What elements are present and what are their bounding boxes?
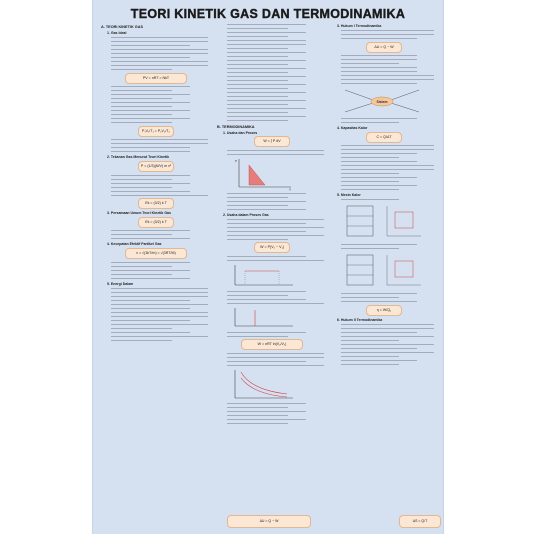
formula-box: Ek = (3/2) k T [138,217,174,228]
text-line [227,222,306,225]
text-line [227,298,306,301]
text-line [111,335,208,338]
system-label: Sistem [376,99,388,104]
text-line [111,319,190,322]
text-line [111,315,208,318]
text-line [227,75,306,78]
text-line [227,67,306,70]
text-line [341,168,434,171]
text-line [227,106,306,109]
text-line [341,58,417,61]
text-line [227,79,288,82]
text-line [111,299,190,302]
text-line [111,109,190,112]
text-line [341,117,417,120]
text-line [111,189,190,192]
text-line [227,55,288,58]
cycle-loop [395,261,413,277]
text-line [341,354,399,357]
text-line [111,68,172,71]
text-line [341,358,417,361]
text-line [341,74,434,77]
text-line [341,292,417,295]
system-diagram [337,86,427,116]
text-line [111,233,172,236]
text-line [227,31,306,34]
text-line [227,364,324,367]
text-line [227,259,324,262]
text-line [341,172,399,175]
text-line [341,188,399,191]
text-line [341,300,417,303]
text-line [227,410,306,413]
text-line [111,291,208,294]
pv-graph-3 [231,306,301,330]
text-line [227,290,306,293]
formula-box: P₁V₁/T₁ = P₂V₂/T₂ [138,126,174,137]
text-line [111,327,172,330]
engine-diagram-2 [337,251,427,291]
text-line [227,118,288,121]
text-line [341,347,417,350]
text-line [111,323,208,326]
engine-block [347,255,373,285]
sub-2-heading: 2. Tekanan Gas Menurut Teori Kinetik [107,155,170,160]
text-line [111,60,208,63]
text-line [227,153,324,156]
text-line [341,339,399,342]
arrow-line [391,90,419,100]
text-line [227,27,288,30]
text-line [341,54,417,57]
text-line [111,85,190,88]
text-line [111,237,190,240]
text-line [227,218,324,221]
text-line [227,255,306,258]
text-line [111,40,208,43]
text-line [227,99,306,102]
section-a-heading: A. TEORI KINETIK GAS [101,25,143,29]
text-line [341,78,434,81]
text-line [111,185,172,188]
text-line [227,226,324,229]
text-line [227,406,288,409]
text-line [341,33,434,36]
text-line [227,59,306,62]
text-line [341,243,417,246]
text-line [227,230,306,233]
text-line [341,296,399,299]
sub-5-heading: 5. Mesin Kalor [337,193,361,198]
text-line [111,272,172,275]
text-line [341,331,417,334]
text-line [227,35,288,38]
formula-box: P = (1/3)(N/V) m v² [138,161,174,172]
text-line [227,51,306,54]
text-line [227,414,288,417]
text-line [227,234,324,237]
adiabat-curve [241,378,287,397]
v-axis-label: V [289,187,292,191]
text-line [341,152,417,155]
text-line [227,43,306,46]
isotherm-curve [241,372,287,394]
text-line [227,294,288,297]
pv-graph-1 [235,157,295,191]
text-line [341,156,399,159]
formula-box: C = Q/ΔT [366,132,402,143]
text-line [111,295,208,298]
sub-5-heading: 5. Energi Dalam [107,281,134,286]
engine-diagram-1 [337,202,427,242]
sub-3-heading: 3. Hukum I Termodinamika [337,24,382,28]
text-line [111,121,172,124]
text-line [111,260,190,263]
text-line [227,39,306,42]
arrow-line [391,103,419,112]
text-line [111,229,190,232]
text-line [341,148,434,151]
text-line [111,56,190,59]
text-line [227,87,288,90]
text-line [111,101,190,104]
text-line [227,422,288,425]
text-line [227,356,324,359]
text-line [341,335,434,338]
column-2 [217,22,327,426]
formula-box: W = nRT ln(V₂/V₁) [241,339,303,350]
text-line [111,311,208,314]
text-line [341,350,434,353]
formula-box: η = W/Q₁ [366,305,402,316]
text-line [111,89,172,92]
text-line [227,402,306,405]
text-line [227,418,306,421]
text-line [227,102,288,105]
text-line [111,287,208,290]
text-line [341,323,434,326]
text-line [341,121,399,124]
text-line [111,142,208,145]
engine-block [347,206,373,236]
text-line [227,196,288,199]
text-line [341,160,417,163]
text-line [341,343,434,346]
sub-4-heading: 4. Kapasitas Kalor [337,126,368,131]
text-line [111,44,190,47]
text-line [111,146,190,149]
text-line [111,264,172,267]
text-line [111,276,190,279]
sub-2-heading: 2. Usaha dalam Proses Gas [223,212,269,217]
text-line [111,97,172,100]
text-line [111,64,208,67]
pv-graph-2 [231,263,301,289]
formula-box: PV = nRT = NkT [125,73,187,84]
text-line [111,105,172,108]
formula-box: W = P(V₂ − V₁) [254,242,290,253]
arrow-line [345,90,373,100]
text-line [227,204,288,207]
text-line [227,208,306,211]
text-line [227,330,306,333]
text-line [227,114,306,117]
text-line [341,37,417,40]
poster [93,0,443,534]
text-line [341,180,399,183]
text-line [341,82,417,85]
text-line [111,182,190,185]
text-line [227,149,324,152]
text-line [341,327,434,330]
text-line [111,339,172,342]
text-line [227,91,306,94]
text-line [227,192,306,195]
section-b-heading: B. TERMODINAMIKA [217,124,255,129]
text-line [341,144,434,147]
text-line [341,176,417,179]
text-line [227,302,324,305]
text-line [111,268,190,271]
text-line [227,95,288,98]
text-line [111,307,190,310]
text-line [111,303,208,306]
text-line [341,29,434,32]
text-line [111,117,190,120]
text-line [111,138,208,141]
text-line [111,52,208,55]
footer-formula-right: ΔS = Q/T [399,515,441,528]
text-line [111,150,190,153]
work-area [249,165,265,185]
text-line [227,352,324,355]
text-line [111,93,190,96]
text-line [227,200,306,203]
text-line [227,47,288,50]
text-line [341,198,399,201]
formula-box: v = √(3kT/m) = √(3RT/M) [125,248,187,259]
formula-box: ΔU = Q − W [366,42,402,53]
column-1 [101,22,211,342]
text-line [111,331,190,334]
p-axis-label: P [235,158,238,163]
sub-6-heading: 6. Hukum II Termodinamika [337,317,383,322]
text-line [227,71,288,74]
text-line [111,48,208,51]
cycle-loop [395,212,413,228]
text-line [227,23,306,26]
text-line [111,178,172,181]
arrow-line [345,103,373,112]
text-line [227,360,306,363]
text-line [341,66,417,69]
formula-box: Ek = (3/2) k T [138,198,174,209]
formula-box: W = ∫ P dV [254,136,290,147]
text-line [341,70,417,73]
text-line [341,184,417,187]
text-line [111,193,208,196]
text-line [227,334,288,337]
text-line [341,62,399,65]
sub-1-heading: 1. Usaha dan Proses [223,130,258,135]
column-3 [331,22,437,366]
text-line [111,113,172,116]
text-line [227,63,288,66]
text-line [227,83,306,86]
text-line [341,247,399,250]
text-line [227,110,288,113]
text-line [111,36,208,39]
sub-4-heading: 4. Kecepatan Efektif Partikel Gas [107,242,162,247]
text-line [341,164,434,167]
text-line [227,238,288,241]
text-line [341,362,399,365]
pv-graph-4 [231,368,301,402]
text-line [111,174,190,177]
poster-title: TEORI KINETIK GAS DAN TERMODINAMIKA [130,7,406,21]
sub-1-heading: 1. Gas Ideal [107,31,127,36]
sub-3-heading: 3. Persamaan Umum Teori Kinetik Gas [107,211,171,216]
footer-formula-center: ΔU = Q − W [227,515,311,528]
